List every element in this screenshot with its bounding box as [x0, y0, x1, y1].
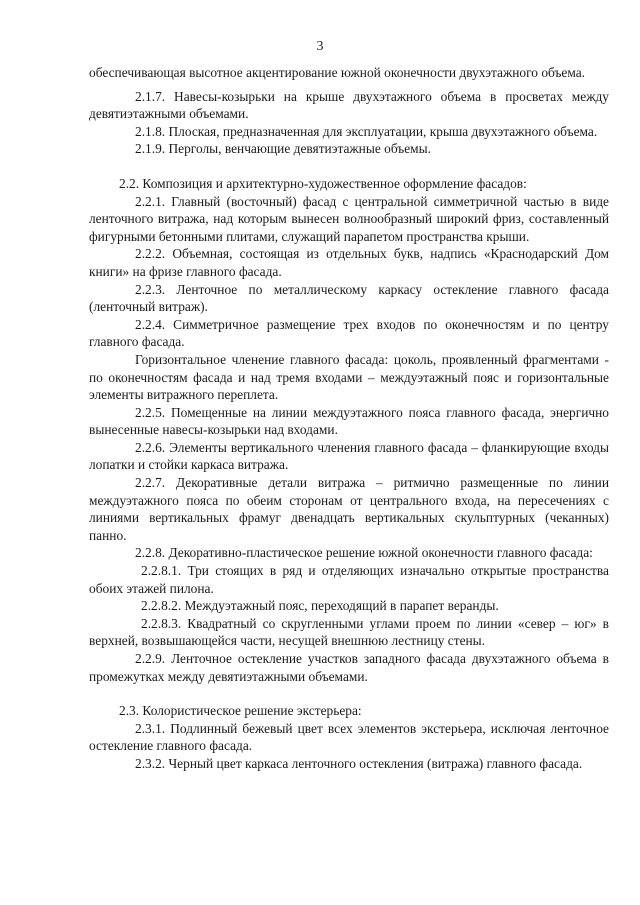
paragraph-2-1-7: 2.1.7. Навесы-козырьки на крыше двухэтажного объема в просветах между девятиэтажными объемами.: [89, 88, 609, 122]
paragraph-2-1-9: 2.1.9. Перголы, венчающие девятиэтажные объемы.: [135, 141, 431, 157]
paragraph-2-2-3: 2.2.3. Ленточное по металлическому каркасу остекление главного фасада (ленточный витраж).: [89, 281, 609, 315]
paragraph-2-3-1: 2.3.1. Подлинный бежевый цвет всех элементов экстерьера, исключая ленточное остекление главного фасада.: [89, 720, 609, 754]
paragraph-2-2-8-1: 2.2.8.1. Три стоящих в ряд и отделяющих изначально открытые пространства обоих этажей пилона.: [89, 563, 609, 596]
paragraph-2-2-8-2: 2.2.8.2. Междуэтажный пояс, переходящий в парапет веранды.: [141, 598, 499, 614]
paragraph-2-2-7: 2.2.7. Декоративные детали витража – ритмично размещенные по линии междуэтажного пояса по обеим сторонам от центрального входа, на пересечениях с линиями вертикальных фрамуг двенадцать вертикальных скульптурных (чеканных) панно.: [89, 475, 609, 543]
paragraph-2-3-2: 2.3.2. Черный цвет каркаса ленточного остекления (витража) главного фасада.: [135, 755, 583, 771]
section-heading-2-3: 2.3. Колористическое решение экстерьера:: [119, 703, 362, 719]
page-number: 3: [316, 39, 324, 54]
paragraph-2-2-5: 2.2.5. Помещенные на линии междуэтажного пояса главного фасада, энергично вынесенные навесы-козырьки над входами.: [89, 404, 609, 438]
section-heading-2-2: 2.2. Композиция и архитектурно-художественное оформление фасадов:: [119, 175, 527, 191]
paragraph-2-2-1: 2.2.1. Главный (восточный) фасад с центральной симметричной частью в виде ленточного витража, над которым вынесен волнообразный широкий фриз, составленный фигурными бетонными плитами, служащий парапетом пространства крыши.: [89, 193, 609, 244]
paragraph-2-2-6: 2.2.6. Элементы вертикального членения главного фасада – фланкирующие входы лопатки и стойки каркаса витража.: [89, 439, 609, 473]
paragraph-horizontal-division: Горизонтальное членение главного фасада: цоколь, проявленный фрагментами - по оконечностям фасада и над тремя входами – междуэтажный пояс и горизонтальные элементы витражного переплета.: [89, 351, 609, 403]
document-body: [89, 64, 609, 773]
paragraph-2-2-2: 2.2.2. Объемная, состоящая из отдельных букв, надпись «Краснодарский Дом книги» на фризе главного фасада.: [89, 246, 609, 279]
paragraph-2-1-8: 2.1.8. Плоская, предназначенная для эксплуатации, крыша двухэтажного объема.: [135, 123, 598, 139]
paragraph-2-2-4: 2.2.4. Симметричное размещение трех входов по оконечностям и по центру главного фасада.: [89, 316, 609, 350]
paragraph-2-2-8-3: 2.2.8.3. Квадратный со скругленными углами проем по линии «север – юг» в верхней, возвышающейся части, несущей внешнюю лестницу стены.: [89, 615, 609, 649]
paragraph-2-2-9: 2.2.9. Ленточное остекление участков западного фасада двухэтажного объема в промежутках между девятиэтажными объемами.: [89, 651, 609, 684]
paragraph-continuation: обеспечивающая высотное акцентирование южной оконечности двухэтажного объема.: [89, 65, 586, 80]
paragraph-2-2-8: 2.2.8. Декоративно-пластическое решение южной оконечности главного фасада:: [135, 545, 593, 561]
